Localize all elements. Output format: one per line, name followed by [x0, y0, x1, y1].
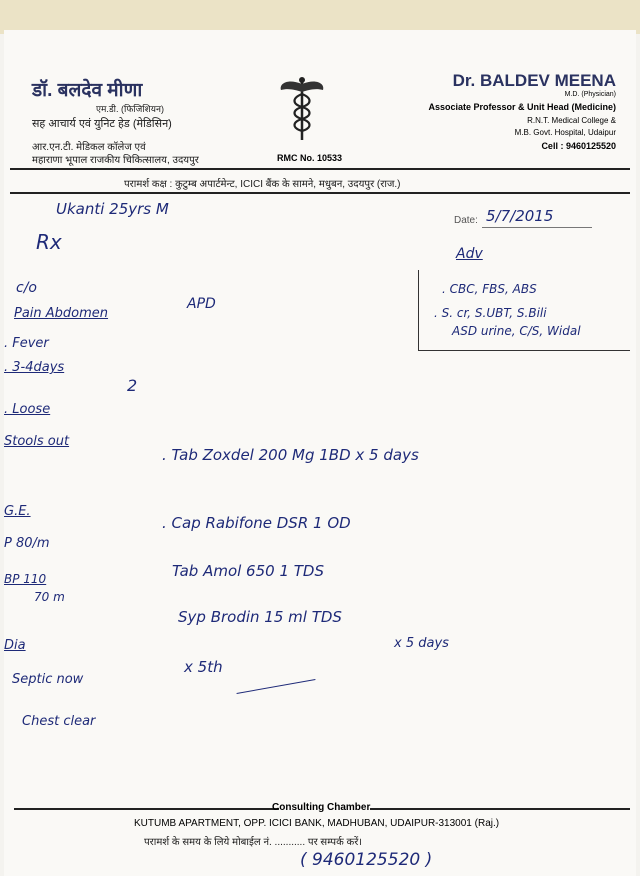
doctor-name-hindi: डॉ. बलदेव मीणा — [32, 80, 143, 101]
caduceus-icon — [277, 74, 327, 144]
medicine-4-duration: x 5 days — [394, 636, 449, 651]
number-note: 2 — [127, 376, 138, 395]
rx-symbol: Rx — [36, 230, 62, 254]
investigation-2: . S. cr, S.UBT, S.Bili — [434, 306, 547, 320]
diagnosis-heading: Dia — [4, 638, 26, 653]
doctor-degree: M.D. (Physician) — [564, 91, 616, 98]
prescription-sheet — [4, 30, 636, 876]
apd-note: APD — [187, 296, 216, 312]
college-hindi: आर.एन.टी. मेडिकल कॉलेज एवं — [32, 142, 146, 153]
bp-systolic: BP 110 — [4, 572, 47, 586]
footer-rule-left — [14, 808, 279, 810]
complaint-1: Pain Abdomen — [14, 306, 109, 321]
complaint-2: . Fever — [4, 336, 49, 351]
hospital-hindi: महाराणा भूपाल राजकीय चिकित्सालय, उदयपुर — [32, 155, 199, 166]
advice-box-bottom — [418, 350, 630, 351]
complaint-3-detail: Stools out — [4, 434, 70, 449]
diagnosis-1: Septic now — [12, 672, 84, 687]
date-label: Date: — [454, 215, 478, 226]
complaint-2-duration: . 3-4days — [4, 360, 65, 375]
footer-rule-right — [370, 808, 630, 810]
hospital-name: M.B. Govt. Hospital, Udaipur — [514, 128, 616, 137]
date-line — [482, 227, 592, 228]
rmc-number: RMC No. 10533 — [277, 153, 343, 163]
diagnosis-2: Chest clear — [22, 714, 96, 729]
pulse: P 80/m — [4, 536, 50, 551]
medicine-1: . Tab Zoxdel 200 Mg 1BD x 5 days — [162, 446, 419, 464]
complaint-heading: c/o — [16, 280, 37, 296]
medicine-4: Syp Brodin 15 ml TDS — [178, 608, 342, 626]
footer-mobile: ( 9460125520 ) — [300, 850, 433, 870]
complaint-3: . Loose — [4, 402, 51, 417]
doctor-designation-hindi: सह आचार्य एवं युनिट हेड (मेडिसिन) — [32, 118, 172, 130]
address-bar: परामर्श कक्ष : कुटुम्ब अपार्टमेन्ट, ICICI बैंक के सामने, मधुबन, उदयपुर (राज.) — [124, 179, 401, 190]
medicine-3: Tab Amol 650 1 TDS — [172, 562, 324, 580]
medicine-end-line — [237, 679, 316, 694]
footer-contact: परामर्श के समय के लिये मोबाईल नं. ........... पर सम्पर्क करें। — [144, 837, 363, 848]
footer-address: KUTUMB APARTMENT, OPP. ICICI BANK, MADHUBAN, UDAIPUR-313001 (Raj.) — [134, 818, 500, 829]
college-name: R.N.T. Medical College & — [527, 116, 616, 125]
header-rule-bottom — [10, 192, 630, 194]
advice-heading: Adv — [456, 246, 483, 262]
scan-edge — [0, 0, 640, 34]
medicine-2: . Cap Rabifone DSR 1 OD — [162, 514, 351, 532]
patient-details: Ukanti 25yrs M — [56, 200, 169, 218]
exam-heading: G.E. — [4, 504, 31, 519]
doctor-name: Dr. BALDEV MEENA — [452, 71, 616, 90]
date-value: 5/7/2015 — [486, 207, 554, 225]
advice-box-left — [418, 270, 419, 350]
medicine-duration: x 5th — [184, 658, 223, 676]
investigation-1: . CBC, FBS, ABS — [442, 282, 537, 296]
doctor-degree-hindi: एम.डी. (फिजिशियन) — [96, 104, 164, 114]
header-rule-top — [10, 168, 630, 170]
doctor-designation: Associate Professor & Unit Head (Medicine) — [428, 102, 616, 112]
footer-chamber: Consulting Chamber — [272, 802, 371, 813]
bp-diastolic: 70 m — [34, 590, 65, 604]
investigation-3: ASD urine, C/S, Widal — [452, 324, 581, 338]
cell-number: Cell : 9460125520 — [541, 141, 616, 151]
